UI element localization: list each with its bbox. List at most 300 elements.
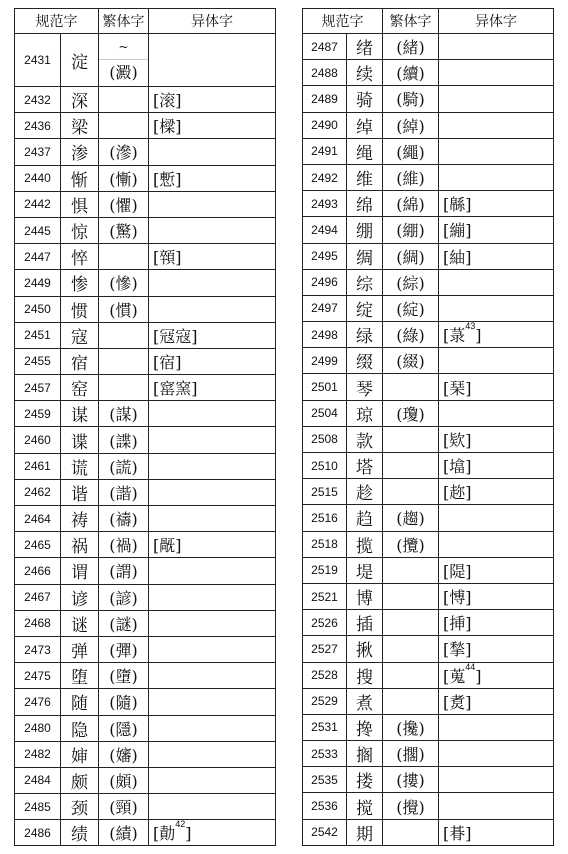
table-row [303, 767, 554, 793]
traditional-char [99, 348, 149, 374]
standard-char: 搅 [347, 793, 383, 819]
variant-char: [煑] [439, 688, 554, 714]
variant-char: [宿] [149, 348, 276, 374]
footnote-mark: 42 [175, 819, 186, 830]
standard-char: 祷 [61, 506, 99, 532]
row-number: 2527 [303, 636, 347, 662]
variant-char: [趂] [439, 479, 554, 505]
row-number: 2490 [303, 112, 347, 138]
row-number: 2432 [15, 87, 61, 113]
standard-char: 绽 [347, 295, 383, 321]
standard-char: 绰 [347, 112, 383, 138]
traditional-char [99, 34, 149, 87]
standard-char: 随 [61, 689, 99, 715]
variant-char [149, 139, 276, 165]
left-table [14, 8, 276, 846]
header-traditional: 繁体字 [99, 9, 149, 34]
table-row [15, 610, 276, 636]
row-number: 2480 [15, 715, 61, 741]
traditional-char [99, 113, 149, 139]
traditional-char: (攬) [383, 531, 439, 557]
traditional-char [383, 583, 439, 609]
standard-char: 插 [347, 610, 383, 636]
variant-char [149, 296, 276, 322]
variant-char [149, 741, 276, 767]
table-row [15, 270, 276, 296]
standard-char: 惧 [61, 191, 99, 217]
standard-char: 堤 [347, 557, 383, 583]
variant-char [149, 34, 276, 87]
row-number: 2528 [303, 662, 347, 688]
variant-char [439, 400, 554, 426]
row-number: 2461 [15, 453, 61, 479]
row-number: 2508 [303, 426, 347, 452]
table-row [15, 663, 276, 689]
variant-char [149, 401, 276, 427]
traditional-char [383, 610, 439, 636]
table-row [303, 164, 554, 190]
standard-char: 窑 [61, 375, 99, 401]
table-row [15, 87, 276, 113]
table-row [303, 243, 554, 269]
row-number: 2482 [15, 741, 61, 767]
row-number: 2457 [15, 375, 61, 401]
left-header-row [15, 9, 276, 34]
traditional-char: (緒) [383, 34, 439, 60]
row-number: 2510 [303, 453, 347, 479]
traditional-char: (續) [383, 60, 439, 86]
variant-char: [慙] [149, 165, 276, 191]
standard-char: 揽 [347, 531, 383, 557]
row-number: 2460 [15, 427, 61, 453]
row-number: 2476 [15, 689, 61, 715]
table-row [303, 34, 554, 60]
left-table-body [15, 34, 276, 846]
traditional-char [383, 662, 439, 688]
header-code: 规范字 [303, 9, 383, 34]
variant-char: [顇] [149, 244, 276, 270]
standard-char: 骑 [347, 86, 383, 112]
table-row [303, 426, 554, 452]
row-number: 2447 [15, 244, 61, 270]
row-number: 2491 [303, 138, 347, 164]
table-row [303, 610, 554, 636]
traditional-char: (綠) [383, 322, 439, 348]
variant-char [439, 348, 554, 374]
variant-char [149, 506, 276, 532]
standard-char: 综 [347, 269, 383, 295]
variant-char [149, 636, 276, 662]
variant-char: [愽] [439, 583, 554, 609]
standard-char: 隐 [61, 715, 99, 741]
traditional-char: (綿) [383, 191, 439, 217]
table-row [15, 767, 276, 793]
row-number: 2442 [15, 191, 61, 217]
variant-char: [繃] [439, 217, 554, 243]
variant-char [149, 794, 276, 820]
row-number: 2465 [15, 532, 61, 558]
traditional-char [383, 636, 439, 662]
traditional-char [99, 375, 149, 401]
standard-char: 深 [61, 87, 99, 113]
header-variant: 异体字 [439, 9, 554, 34]
row-number: 2504 [303, 400, 347, 426]
table-row [303, 217, 554, 243]
standard-char: 搀 [347, 714, 383, 740]
standard-char: 搁 [347, 741, 383, 767]
table-row [303, 453, 554, 479]
header-traditional: 繁体字 [383, 9, 439, 34]
standard-char: 惭 [61, 165, 99, 191]
row-number: 2431 [15, 34, 61, 87]
table-row [15, 794, 276, 820]
table-row [15, 532, 276, 558]
variant-char [149, 479, 276, 505]
variant-char: [揫] [439, 636, 554, 662]
table-row [303, 374, 554, 400]
traditional-char: (攙) [383, 714, 439, 740]
variant-char [149, 689, 276, 715]
traditional-char: (綢) [383, 243, 439, 269]
traditional-char: (頗) [99, 767, 149, 793]
standard-char: 绿 [347, 322, 383, 348]
traditional-char [383, 819, 439, 845]
right-header-row [303, 9, 554, 34]
standard-char: 绪 [347, 34, 383, 60]
table-row [303, 662, 554, 688]
row-number: 2526 [303, 610, 347, 636]
standard-char: 绵 [347, 191, 383, 217]
standard-char: 趁 [347, 479, 383, 505]
traditional-char: (瓊) [383, 400, 439, 426]
standard-char: 琴 [347, 374, 383, 400]
traditional-char: (綴) [383, 348, 439, 374]
header-code: 规范字 [15, 9, 99, 34]
traditional-char: (墮) [99, 663, 149, 689]
variant-char [439, 767, 554, 793]
standard-char: 弹 [61, 636, 99, 662]
standard-char: 维 [347, 164, 383, 190]
row-number: 2459 [15, 401, 61, 427]
variant-char [439, 269, 554, 295]
row-number: 2473 [15, 636, 61, 662]
standard-char: 搂 [347, 767, 383, 793]
row-number: 2542 [303, 819, 347, 845]
row-number: 2529 [303, 688, 347, 714]
traditional-char: (綽) [383, 112, 439, 138]
standard-char: 塔 [347, 453, 383, 479]
traditional-char: (維) [383, 164, 439, 190]
table-row [303, 714, 554, 740]
variant-char [149, 191, 276, 217]
variant-char: [旤] [149, 532, 276, 558]
standard-char: 期 [347, 819, 383, 845]
row-number: 2536 [303, 793, 347, 819]
traditional-char: (謊) [99, 453, 149, 479]
variant-char [149, 610, 276, 636]
standard-char: 绩 [61, 820, 99, 846]
row-number: 2484 [15, 767, 61, 793]
standard-char: 揪 [347, 636, 383, 662]
variant-char [439, 662, 554, 688]
variant-char: [樑] [149, 113, 276, 139]
standard-char: 颇 [61, 767, 99, 793]
variant-char: [挿] [439, 610, 554, 636]
standard-char: 谋 [61, 401, 99, 427]
table-row [15, 741, 276, 767]
standard-char: 惨 [61, 270, 99, 296]
traditional-char [383, 374, 439, 400]
traditional-char: (諺) [99, 584, 149, 610]
table-row [303, 741, 554, 767]
traditional-char [383, 557, 439, 583]
traditional-char: (趨) [383, 505, 439, 531]
row-number: 2496 [303, 269, 347, 295]
row-number: 2462 [15, 479, 61, 505]
header-variant: 异体字 [149, 9, 276, 34]
variant-char [439, 741, 554, 767]
standard-char: 琼 [347, 400, 383, 426]
variant-char: [紬] [439, 243, 554, 269]
variant-char: [隄] [439, 557, 554, 583]
table-row [303, 479, 554, 505]
traditional-char [383, 479, 439, 505]
table-row [15, 820, 276, 846]
table-row [303, 531, 554, 557]
variant-char: [冦寇] [149, 322, 276, 348]
table-row [15, 139, 276, 165]
row-number: 2437 [15, 139, 61, 165]
row-number: 2445 [15, 217, 61, 243]
traditional-char [383, 453, 439, 479]
table-row [303, 322, 554, 348]
standard-char: 婶 [61, 741, 99, 767]
row-number: 2486 [15, 820, 61, 846]
row-number: 2499 [303, 348, 347, 374]
variant-char [439, 322, 554, 348]
variant-text: [勣 [153, 824, 176, 844]
row-number: 2498 [303, 322, 347, 348]
table-row [15, 427, 276, 453]
standard-char: 谎 [61, 453, 99, 479]
row-number: 2531 [303, 714, 347, 740]
traditional-char: (慚) [99, 165, 149, 191]
row-number: 2485 [15, 794, 61, 820]
row-number: 2440 [15, 165, 61, 191]
variant-char [149, 427, 276, 453]
table-row [15, 191, 276, 217]
table-row [15, 401, 276, 427]
table-row [15, 506, 276, 532]
traditional-char: (隨) [99, 689, 149, 715]
traditional-char: (績) [99, 820, 149, 846]
table-row [303, 505, 554, 531]
variant-char: [緜] [439, 191, 554, 217]
variant-char: [琹] [439, 374, 554, 400]
traditional-char: (摟) [383, 767, 439, 793]
table-row [303, 793, 554, 819]
variant-char: [滚] [149, 87, 276, 113]
table-row [15, 165, 276, 191]
variant-char [149, 453, 276, 479]
row-number: 2492 [303, 164, 347, 190]
traditional-char: (驚) [99, 217, 149, 243]
variant-char [439, 34, 554, 60]
traditional-char: (綻) [383, 295, 439, 321]
traditional-char: (謎) [99, 610, 149, 636]
row-number: 2464 [15, 506, 61, 532]
standard-char: 搜 [347, 662, 383, 688]
table-row [15, 244, 276, 270]
table-row [15, 479, 276, 505]
row-number: 2451 [15, 322, 61, 348]
variant-char [149, 767, 276, 793]
table-row [303, 400, 554, 426]
variant-char [439, 793, 554, 819]
standard-char: 谍 [61, 427, 99, 453]
table-row [15, 715, 276, 741]
variant-char [149, 217, 276, 243]
standard-char: 渗 [61, 139, 99, 165]
row-number: 2488 [303, 60, 347, 86]
standard-char: 趋 [347, 505, 383, 531]
tilde-mark: ~ [118, 39, 129, 54]
row-number: 2468 [15, 610, 61, 636]
traditional-char: (綳) [383, 217, 439, 243]
variant-char: [欵] [439, 426, 554, 452]
traditional-char: (繩) [383, 138, 439, 164]
variant-close-bracket: ] [475, 666, 482, 686]
traditional-char [99, 87, 149, 113]
traditional-char [383, 426, 439, 452]
traditional-char: (彈) [99, 636, 149, 662]
row-number: 2533 [303, 741, 347, 767]
traditional-char: (謂) [99, 558, 149, 584]
table-row [15, 217, 276, 243]
table-row [303, 138, 554, 164]
row-number: 2518 [303, 531, 347, 557]
standard-char: 颈 [61, 794, 99, 820]
standard-char: 梁 [61, 113, 99, 139]
variant-char [439, 714, 554, 740]
traditional-char: (騎) [383, 86, 439, 112]
row-number: 2497 [303, 295, 347, 321]
variant-char [439, 112, 554, 138]
right-table-body [303, 34, 554, 846]
variant-char [149, 820, 276, 846]
traditional-char: (禍) [99, 532, 149, 558]
traditional-char: (滲) [99, 139, 149, 165]
table-row [15, 689, 276, 715]
standard-char: 缀 [347, 348, 383, 374]
variant-char [149, 558, 276, 584]
standard-char: 惯 [61, 296, 99, 322]
traditional-char [383, 688, 439, 714]
standard-char: 续 [347, 60, 383, 86]
standard-char: 款 [347, 426, 383, 452]
table-row [15, 636, 276, 662]
traditional-char: (擱) [383, 741, 439, 767]
variant-char [149, 663, 276, 689]
variant-char [149, 715, 276, 741]
traditional-char: (綜) [383, 269, 439, 295]
row-number: 2501 [303, 374, 347, 400]
row-number: 2493 [303, 191, 347, 217]
variant-char [439, 164, 554, 190]
footnote-mark: 43 [465, 321, 476, 332]
table-row [15, 113, 276, 139]
row-number: 2449 [15, 270, 61, 296]
row-number: 2466 [15, 558, 61, 584]
row-number: 2450 [15, 296, 61, 322]
variant-char [439, 138, 554, 164]
standard-char: 博 [347, 583, 383, 609]
variant-char: [窰窯] [149, 375, 276, 401]
standard-char: 淀 [61, 34, 99, 87]
row-number: 2475 [15, 663, 61, 689]
row-number: 2521 [303, 583, 347, 609]
table-row [303, 269, 554, 295]
traditional-char: (謀) [99, 401, 149, 427]
standard-char: 绷 [347, 217, 383, 243]
row-number: 2489 [303, 86, 347, 112]
traditional-char: (慘) [99, 270, 149, 296]
table-row [303, 295, 554, 321]
row-number: 2515 [303, 479, 347, 505]
variant-char [149, 584, 276, 610]
variant-close-bracket: ] [185, 824, 192, 844]
standard-char: 谚 [61, 584, 99, 610]
table-row [15, 453, 276, 479]
traditional-char: (懼) [99, 191, 149, 217]
row-number: 2436 [15, 113, 61, 139]
standard-char: 谐 [61, 479, 99, 505]
table-row [303, 557, 554, 583]
traditional-char: (諜) [99, 427, 149, 453]
table-row [15, 296, 276, 322]
table-row [303, 688, 554, 714]
table-row [303, 112, 554, 138]
row-number: 2455 [15, 348, 61, 374]
variant-char: [墖] [439, 453, 554, 479]
footnote-mark: 44 [465, 662, 476, 672]
row-number: 2467 [15, 584, 61, 610]
traditional-char: (禱) [99, 506, 149, 532]
standard-char: 谓 [61, 558, 99, 584]
table-row [15, 322, 276, 348]
table-row [15, 584, 276, 610]
variant-char [149, 270, 276, 296]
standard-char: 绳 [347, 138, 383, 164]
table-row [303, 86, 554, 112]
row-number: 2535 [303, 767, 347, 793]
table-row [303, 348, 554, 374]
standard-char: 寇 [61, 322, 99, 348]
standard-char: 惊 [61, 217, 99, 243]
standard-char: 悴 [61, 244, 99, 270]
standard-char: 宿 [61, 348, 99, 374]
traditional-char: (嬸) [99, 741, 149, 767]
variant-char: [朞] [439, 819, 554, 845]
right-table [302, 8, 554, 846]
row-number: 2487 [303, 34, 347, 60]
standard-char: 煮 [347, 688, 383, 714]
traditional-char: (攪) [383, 793, 439, 819]
variant-text: [蒐 [443, 666, 466, 686]
variant-close-bracket: ] [475, 326, 482, 346]
table-row [15, 558, 276, 584]
standard-char: 谜 [61, 610, 99, 636]
